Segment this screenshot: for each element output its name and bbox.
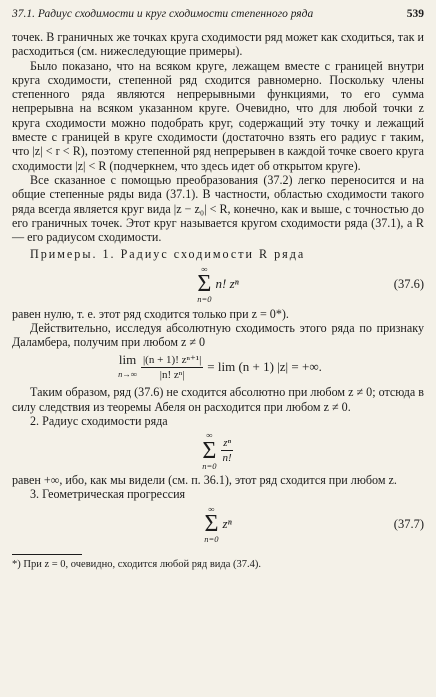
- examples-heading: Примеры. 1. Радиус сходимости R ряда: [30, 247, 306, 262]
- section-title: 37.1. Радиус сходимости и круг сходимости степенного ряда: [12, 8, 314, 20]
- paragraph: равен +∞, ибо, как мы видели (см. п. 36.1), этот ряд сходится при любом z.: [12, 473, 397, 488]
- paragraph: Таким образом, ряд (37.6) не сходится абсолютно при любом z ≠ 0; отсюда в силу следствия из теоремы Абеля он расходится при любом z ≠ 0.: [12, 385, 424, 414]
- equation-term: n! zⁿ: [215, 276, 239, 292]
- equation-number: (37.6): [393, 277, 424, 292]
- equation-37-7: [12, 505, 424, 544]
- summation: ∞ Σ n=0: [197, 263, 212, 305]
- fraction: $\frac{\text{|(n + 1)! zⁿ⁺¹|}}{\text{|n! zⁿ|}}$: [142, 353, 202, 381]
- running-header: [12, 8, 424, 30]
- footnote-rule: [12, 554, 82, 555]
- paragraph: Действительно, исследуя абсолютную сходимость этого ряда по признаку Даламбера, получим при любом z ≠ 0: [12, 321, 424, 350]
- paragraph: точек. В граничных же точках круга сходимости ряд может как сходиться, так и расходиться (см. нижеследующие примеры).: [12, 30, 424, 59]
- equation-dalembert: lim n→∞ $\frac{\text{|(n + 1)! zⁿ⁺¹|}}{\text{|n! zⁿ|}}$ = lim (n + 1) |z| = +∞.: [118, 352, 322, 381]
- equation-exp-series: [12, 431, 424, 470]
- footnote: *) При z = 0, очевидно, сходится любой ряд вида (37.4).: [12, 558, 262, 570]
- paragraph: Все сказанное с помощью преобразования (37.2) легко переносится и на общие степенные ряды вида (37.1). В частности, областью сходимости такого ряда всегда является круг вида |z − z₀| < R, конечно, как и выше, с точностью до его граничных точек. Этот круг называется кругом сходимости ряда (37.1), а R — его радиусом сходимости.: [12, 172, 424, 245]
- summation: ∞ Σ n=0: [202, 430, 217, 471]
- body-text: [12, 30, 424, 572]
- equation-number: (37.7): [393, 517, 424, 532]
- equation-37-6: [12, 265, 424, 304]
- fraction: $\frac{\text{zⁿ}}{n!}$: [222, 436, 232, 465]
- paragraph: Было показано, что на всяком круге, лежащем вместе с границей внутри круга сходимости, степенной ряд сходится равномерно. Поскольку члены степенного ряда являются непрерывными функциями, то его сумма непрерывна на всяком указанном круге. Очевидно, что для любой точки z круга сходимости можно подобрать круг, содержащий эту точку и лежащий вместе с границей в круге сходимости (достаточно взять его радиус r таким, что |z| < r < R), поэтому степенной ряд непрерывен в каждой точке своего круга сходимости |z| < R (подчеркнем, что здесь идет об открытом круге).: [12, 58, 424, 173]
- equation-term: zⁿ: [222, 516, 232, 532]
- paragraph: равен нулю, т. е. этот ряд сходится только при z = 0*).: [12, 306, 289, 321]
- paragraph: 3. Геометрическая прогрессия: [30, 487, 186, 502]
- summation: ∞ Σ n=0: [204, 503, 219, 545]
- page-number: 539: [406, 8, 424, 20]
- paragraph: 2. Радиус сходимости ряда: [30, 413, 168, 428]
